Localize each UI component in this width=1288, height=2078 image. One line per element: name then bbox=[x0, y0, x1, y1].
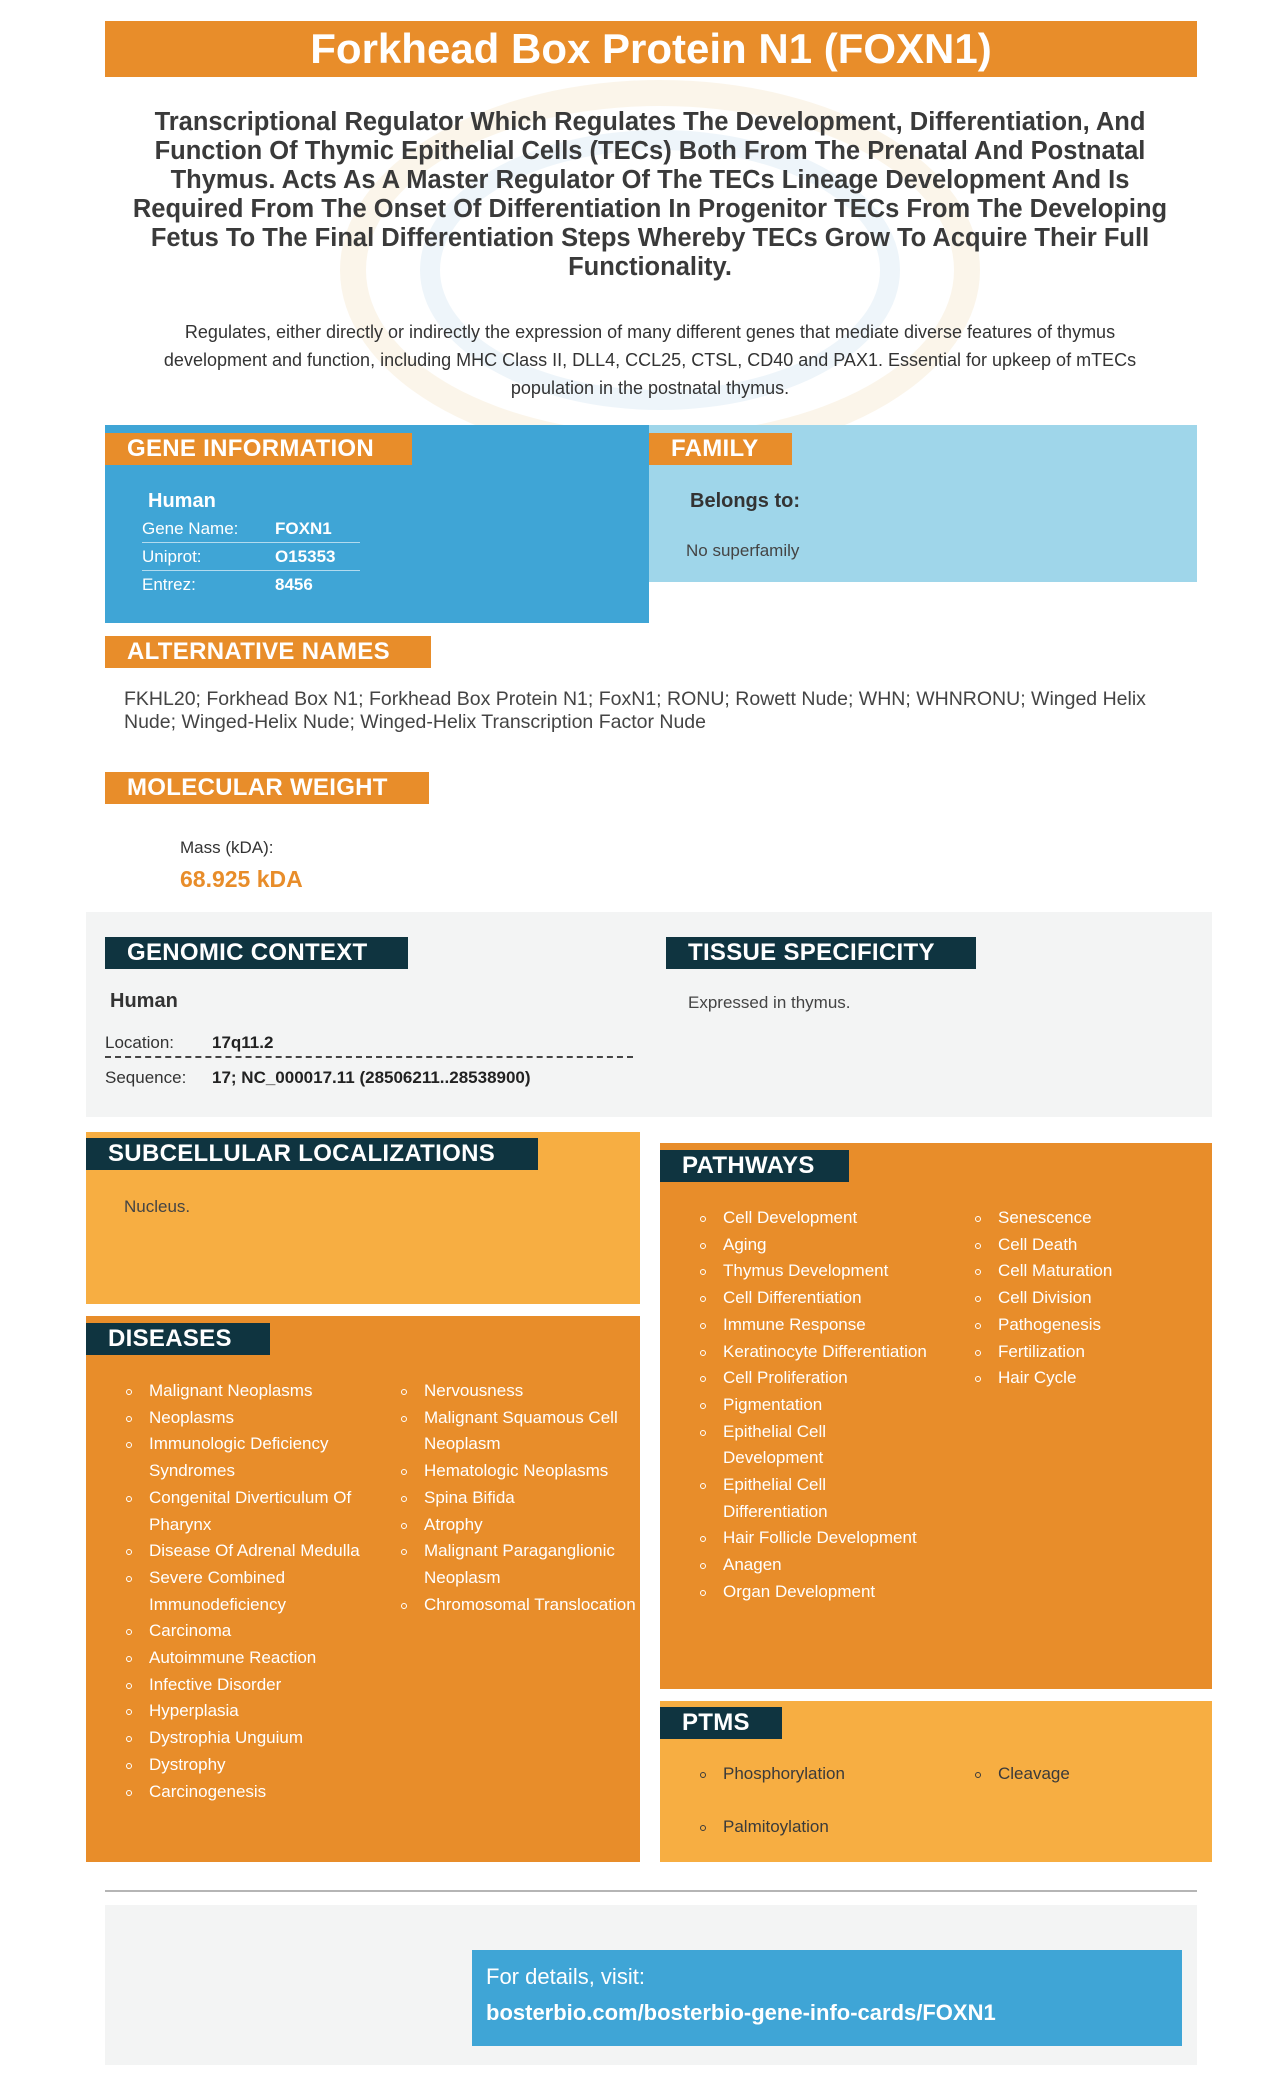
diseases-list-col1 bbox=[123, 1378, 363, 1805]
ptm-item: Cleavage bbox=[972, 1761, 1192, 1788]
alternative-names-text: FKHL20; Forkhead Box N1; Forkhead Box Protein N1; FoxN1; RONU; Rowett Nude; WHN; WHNRONU; Winged Helix Nude; Winged-Helix Nude; Winged-Helix Transcription Factor Nude bbox=[124, 688, 1146, 733]
list-item: Autoimmune Reaction bbox=[123, 1645, 363, 1672]
list-item: Disease Of Adrenal Medulla bbox=[123, 1538, 363, 1565]
list-item: Cell Death bbox=[972, 1232, 1202, 1259]
list-item: Nervousness bbox=[398, 1378, 638, 1405]
molecular-weight-heading: MOLECULAR WEIGHT bbox=[105, 772, 429, 804]
list-item: Carcinogenesis bbox=[123, 1779, 363, 1806]
list-item: Chromosomal Translocation bbox=[398, 1592, 638, 1619]
list-item: Infective Disorder bbox=[123, 1672, 363, 1699]
protein-description: Regulates, either directly or indirectly the expression of many different genes that mediate diverse features of thymus development and function, including MHC Class II, DLL4, CCL25, CTSL, CD40 and PAX1. Essential for upkeep of mTECs population in the postnatal thymus. bbox=[163, 322, 1137, 398]
uniprot-label: Uniprot: bbox=[142, 547, 202, 566]
pathways-heading: PATHWAYS bbox=[660, 1150, 849, 1182]
list-item: Epithelial Cell Development bbox=[697, 1419, 927, 1472]
list-item: Malignant Paraganglionic Neoplasm bbox=[398, 1538, 638, 1591]
tissue-specificity-heading: TISSUE SPECIFICITY bbox=[666, 937, 976, 969]
list-item: Neoplasms bbox=[123, 1405, 363, 1432]
genomic-context-heading: GENOMIC CONTEXT bbox=[105, 937, 408, 969]
gene-name-label: Gene Name: bbox=[142, 519, 239, 538]
gene-information-heading: GENE INFORMATION bbox=[105, 433, 412, 465]
list-item: Cell Proliferation bbox=[697, 1365, 927, 1392]
ptm-item: Phosphorylation bbox=[697, 1761, 937, 1788]
list-item: Fertilization bbox=[972, 1339, 1202, 1366]
ptm-item: Palmitoylation bbox=[697, 1814, 937, 1841]
list-item: Pathogenesis bbox=[972, 1312, 1202, 1339]
list-item: Cell Development bbox=[697, 1205, 927, 1232]
location-row bbox=[105, 1026, 633, 1058]
list-item: Congenital Diverticulum Of Pharynx bbox=[123, 1485, 363, 1538]
list-item: Immunologic Deficiency Syndromes bbox=[123, 1431, 363, 1484]
list-item: Carcinoma bbox=[123, 1618, 363, 1645]
entrez-row bbox=[142, 571, 360, 599]
mass-label: Mass (kDA): bbox=[180, 838, 274, 857]
list-item: Cell Maturation bbox=[972, 1258, 1202, 1285]
gene-species: Human bbox=[148, 490, 216, 512]
list-item: Epithelial Cell Differentiation bbox=[697, 1472, 927, 1525]
location-value: 17q11.2 bbox=[212, 1033, 274, 1052]
list-item: Malignant Neoplasms bbox=[123, 1378, 363, 1405]
list-item: Organ Development bbox=[697, 1579, 927, 1606]
list-item: Spina Bifida bbox=[398, 1485, 638, 1512]
uniprot-value: O15353 bbox=[275, 547, 336, 566]
list-item: Dystrophy bbox=[123, 1752, 363, 1779]
gene-name-value: FOXN1 bbox=[275, 519, 332, 538]
list-item: Dystrophia Unguium bbox=[123, 1725, 363, 1752]
location-label: Location: bbox=[105, 1033, 174, 1052]
list-item: Senescence bbox=[972, 1205, 1202, 1232]
alternative-names-heading: ALTERNATIVE NAMES bbox=[105, 636, 431, 668]
list-item: Hair Follicle Development bbox=[697, 1525, 927, 1552]
family-heading: FAMILY bbox=[649, 433, 792, 465]
list-item: Severe Combined Immunodeficiency bbox=[123, 1565, 363, 1618]
pathways-list-col1 bbox=[697, 1205, 927, 1606]
footer-divider bbox=[105, 1890, 1197, 1892]
list-item: Cell Differentiation bbox=[697, 1285, 927, 1312]
list-item: Pigmentation bbox=[697, 1392, 927, 1419]
list-item: Aging bbox=[697, 1232, 927, 1259]
tissue-specificity-text: Expressed in thymus. bbox=[688, 993, 851, 1012]
pathways-list-col2 bbox=[972, 1205, 1202, 1392]
mass-value: 68.925 kDA bbox=[180, 866, 303, 892]
subcellular-localizations-text: Nucleus. bbox=[124, 1197, 191, 1216]
protein-summary: Transcriptional Regulator Which Regulates The Development, Differentiation, And Function Of Thymic Epithelial Cells (TECs) Both From The Prenatal And Postnatal Thymus. Acts As A Master Regulator Of The TECs Lineage Development And Is Required From The Onset Of Differentiation In Progenitor TECs From The Developing Fetus To The Final Differentiation Steps Whereby TECs Grow To Acquire Their Full Functionality. bbox=[132, 108, 1168, 281]
details-link[interactable]: bosterbio.com/bosterbio-gene-info-cards/FOXN1 bbox=[486, 2000, 996, 2025]
ptms-heading: PTMS bbox=[660, 1707, 782, 1739]
entrez-value: 8456 bbox=[275, 575, 313, 594]
list-item: Immune Response bbox=[697, 1312, 927, 1339]
diseases-list-col2 bbox=[398, 1378, 638, 1618]
list-item: Hyperplasia bbox=[123, 1698, 363, 1725]
list-item: Cell Division bbox=[972, 1285, 1202, 1312]
sequence-row bbox=[105, 1061, 633, 1093]
genomic-species: Human bbox=[110, 990, 178, 1012]
sequence-label: Sequence: bbox=[105, 1068, 187, 1087]
ptms-list-col1 bbox=[697, 1761, 937, 1788]
list-item: Thymus Development bbox=[697, 1258, 927, 1285]
list-item: Hair Cycle bbox=[972, 1365, 1202, 1392]
family-value: No superfamily bbox=[686, 541, 800, 560]
entrez-label: Entrez: bbox=[142, 575, 196, 594]
diseases-heading: DISEASES bbox=[86, 1323, 270, 1355]
gene-name-row bbox=[142, 515, 360, 543]
list-item: Atrophy bbox=[398, 1512, 638, 1539]
subcellular-localizations-heading: SUBCELLULAR LOCALIZATIONS bbox=[86, 1138, 538, 1170]
uniprot-row bbox=[142, 543, 360, 571]
family-belongs-label: Belongs to: bbox=[690, 490, 800, 512]
list-item: Keratinocyte Differentiation bbox=[697, 1339, 927, 1366]
list-item: Malignant Squamous Cell Neoplasm bbox=[398, 1405, 638, 1458]
sequence-value: 17; NC_000017.11 (28506211..28538900) bbox=[212, 1068, 531, 1087]
list-item: Anagen bbox=[697, 1552, 927, 1579]
page-title: Forkhead Box Protein N1 (FOXN1) bbox=[105, 21, 1197, 77]
details-label: For details, visit: bbox=[486, 1964, 645, 1989]
list-item: Hematologic Neoplasms bbox=[398, 1458, 638, 1485]
ptms-list-col2 bbox=[972, 1761, 1192, 1788]
ptms-list-col1-row2 bbox=[697, 1814, 937, 1841]
